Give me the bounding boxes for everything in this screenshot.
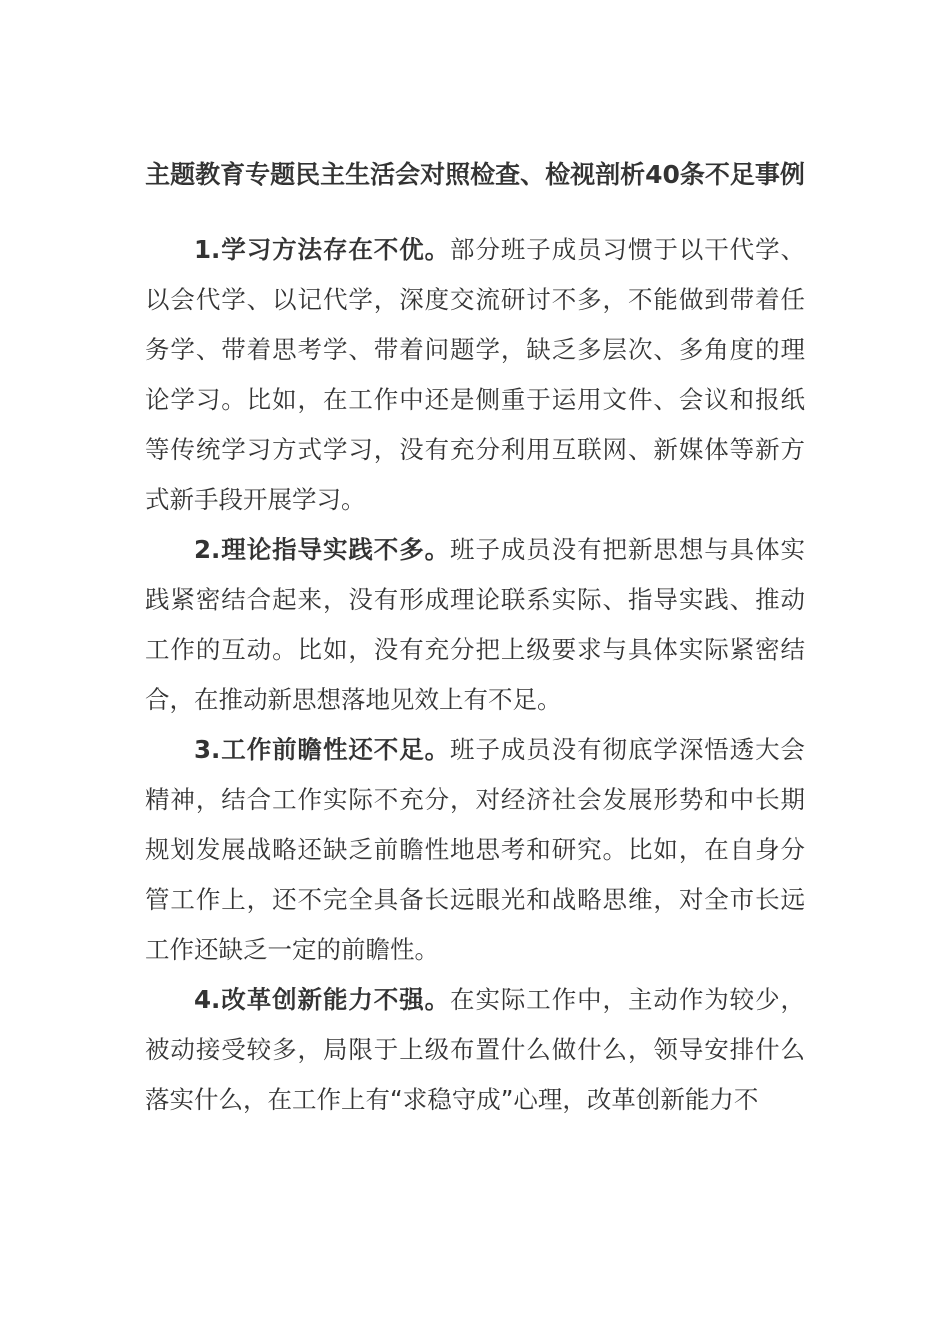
paragraph-1: [145, 225, 805, 525]
paragraph-4-text: 在实际工作中，主动作为较少，被动接受较多，局限于上级布置什么做什么，领导安排什么落实什么，在工作上有“求稳守成”心理，改革创新能力不: [145, 985, 805, 1114]
document-body: [145, 225, 805, 1125]
document-title: 主题教育专题民主生活会对照检查、检视剖析40条不足事例: [145, 160, 805, 189]
paragraph-1-text: 部分班子成员习惯于以干代学、以会代学、以记代学，深度交流研讨不多，不能做到带着任务学、带着思考学、带着问题学，缺乏多层次、多角度的理论学习。比如，在工作中还是侧重于运用文件、会议和报纸等传统学习方式学习，没有充分利用互联网、新媒体等新方式新手段开展学习。: [145, 235, 805, 514]
paragraph-3-heading: 3.工作前瞻性还不足。: [194, 735, 451, 764]
paragraph-3-text: 班子成员没有彻底学深悟透大会精神，结合工作实际不充分，对经济社会发展形势和中长期规划发展战略还缺乏前瞻性地思考和研究。比如，在自身分管工作上，还不完全具备长远眼光和战略思维，对全市长远工作还缺乏一定的前瞻性。: [145, 735, 805, 964]
paragraph-4-heading: 4.改革创新能力不强。: [194, 985, 451, 1014]
paragraph-3: [145, 725, 805, 975]
paragraph-1-heading: 1.学习方法存在不优。: [194, 235, 451, 264]
document-page: [145, 150, 805, 1125]
paragraph-2-heading: 2.理论指导实践不多。: [194, 535, 451, 564]
paragraph-2: [145, 525, 805, 725]
paragraph-2-text: 班子成员没有把新思想与具体实践紧密结合起来，没有形成理论联系实际、指导实践、推动工作的互动。比如，没有充分把上级要求与具体实际紧密结合，在推动新思想落地见效上有不足。: [145, 535, 805, 714]
paragraph-4: [145, 975, 805, 1125]
